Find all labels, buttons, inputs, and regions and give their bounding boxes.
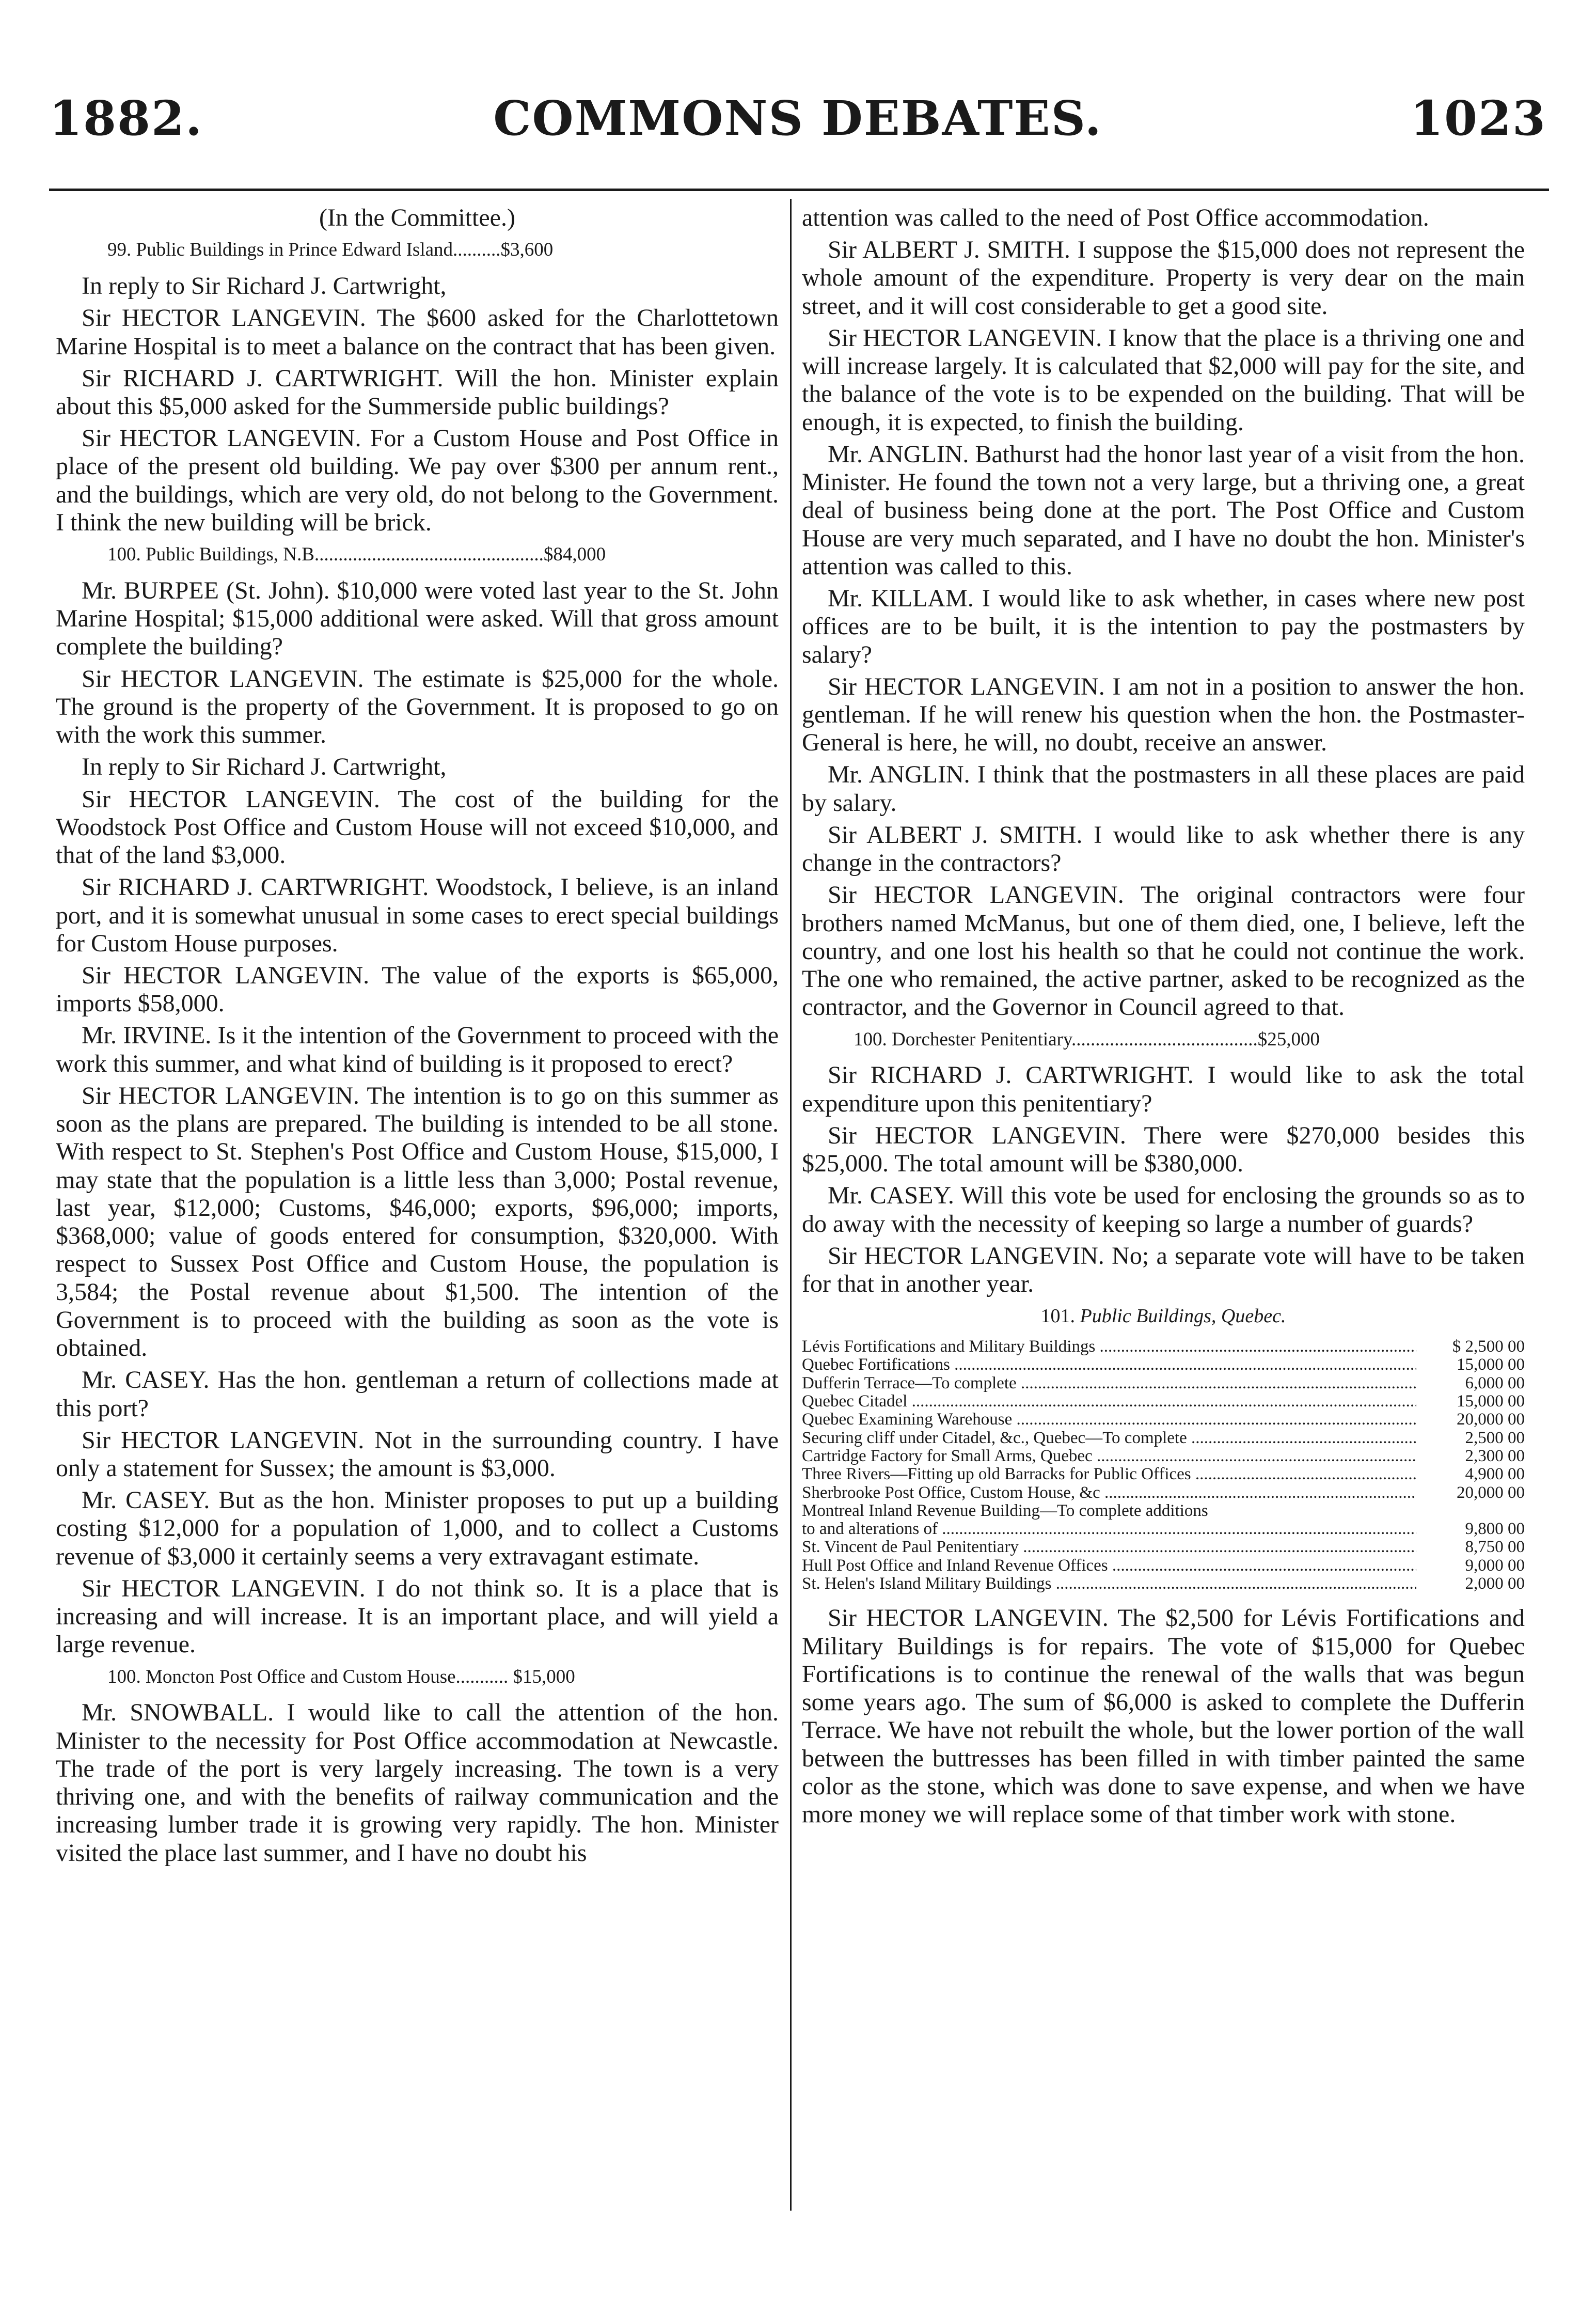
vote-row-label: Quebec Fortifications ..... — [802, 1356, 1416, 1374]
column-divider — [790, 199, 792, 2211]
vote-row — [802, 1557, 1525, 1575]
vote-row — [802, 1429, 1525, 1447]
vote-row-label: Quebec Citadel ..... — [802, 1392, 1416, 1411]
paragraph: Mr. CASEY. But as the hon. Minister proposes to put up a building costing $12,000 for a population of 1,000, and to collect a Customs revenue of $3,000 it certainly seems a very extravagant estimate. — [56, 1486, 779, 1570]
vote-101-heading — [802, 1305, 1525, 1327]
header-rule — [49, 189, 1549, 191]
header-year: 1882. — [49, 90, 203, 146]
vote-item-100-moncton: 100. Moncton Post Office and Custom House........... $15,000 — [107, 1666, 575, 1687]
vote-row-amount: 8,750 00 — [1465, 1538, 1525, 1557]
paragraph: Mr. ANGLIN. I think that the postmasters in all these places are paid by salary. — [802, 761, 1525, 817]
vote-101-table — [802, 1338, 1525, 1593]
vote-row — [802, 1465, 1525, 1483]
vote-row-label: Lévis Fortifications and Military Buildings ..... — [802, 1338, 1416, 1356]
vote-row — [802, 1338, 1525, 1356]
vote-row-label: Securing cliff under Citadel, &c., Quebec—To complete ..... — [802, 1429, 1416, 1447]
vote-row-amount: 15,000 00 — [1457, 1392, 1525, 1411]
paragraph: Sir HECTOR LANGEVIN. The estimate is $25,000 for the whole. The ground is the property of the Government. It is proposed to go on with the work this summer. — [56, 665, 779, 749]
paragraph: Mr. BURPEE (St. John). $10,000 were voted last year to the St. John Marine Hospital; $15,000 additional were asked. Will that gross amount complete the building? — [56, 576, 779, 661]
paragraph: Mr. IRVINE. Is it the intention of the Government to proceed with the work this summer, and what kind of building is it proposed to erect? — [56, 1022, 779, 1077]
vote-row — [802, 1411, 1525, 1429]
paragraph: Sir HECTOR LANGEVIN. The $600 asked for the Charlottetown Marine Hospital is to meet a balance on the contract that has been given. — [56, 304, 779, 360]
vote-row-amount: $ 2,500 00 — [1452, 1337, 1525, 1356]
paragraph: Sir RICHARD J. CARTWRIGHT. Woodstock, I believe, is an inland port, and it is somewhat unusual in some cases to erect special buildings for Custom House purposes. — [56, 873, 779, 957]
vote-row-label: Montreal Inland Revenue Building—To complete additions — [802, 1501, 1208, 1520]
vote-row-label: St. Vincent de Paul Penitentiary ..... — [802, 1538, 1416, 1556]
vote-row — [802, 1374, 1525, 1392]
paragraph: In reply to Sir Richard J. Cartwright, — [82, 753, 447, 781]
paragraph: Sir HECTOR LANGEVIN. The original contractors were four brothers named McManus, but one of them died, one, I believe, left the country, and one lost his health so that he could not continue the work. The one who remained, the active partner, asked to be recognized as the contractor, and the Governor in Council agreed to that. — [802, 881, 1525, 1021]
vote-101-number: 101. — [1040, 1305, 1076, 1327]
paragraph: Mr. CASEY. Has the hon. gentleman a return of collections made at this port? — [56, 1366, 779, 1422]
vote-row-amount: 20,000 00 — [1457, 1410, 1525, 1429]
vote-row — [802, 1520, 1525, 1538]
vote-row-label: Quebec Examining Warehouse ..... — [802, 1411, 1416, 1429]
vote-row-label: Dufferin Terrace—To complete ..... — [802, 1374, 1416, 1392]
paragraph: Mr. KILLAM. I would like to ask whether, in cases where new post offices are to be built, it is the intention to pay the postmasters by salary? — [802, 585, 1525, 668]
vote-row-amount: 2,000 00 — [1465, 1574, 1525, 1593]
paragraph: Sir ALBERT J. SMITH. I would like to ask whether there is any change in the contractors? — [802, 821, 1525, 877]
paragraph: Sir HECTOR LANGEVIN. The $2,500 for Lévis Fortifications and Military Buildings is for repairs. The vote of $15,000 for Quebec Fortifications is to continue the renewal of the walls that was begun some years ago. The sum of $6,000 is asked to complete the Dufferin Terrace. We have not rebuilt the whole, but the lower portion of the wall between the buttresses has been filled in with timber painted the same color as the stone, which was done to save expense, and when we have more money we will replace some of that timber work with stone. — [802, 1604, 1525, 1828]
vote-row — [802, 1538, 1525, 1556]
page-header — [49, 90, 1546, 163]
vote-row-label: to and alterations of ..... — [802, 1520, 1416, 1538]
paragraph: Sir HECTOR LANGEVIN. I am not in a position to answer the hon. gentleman. If he will renew his question when the hon. the Postmaster-General is here, he will, no doubt, receive an answer. — [802, 672, 1525, 757]
vote-row-amount: 6,000 00 — [1465, 1373, 1525, 1392]
vote-row-label: Hull Post Office and Inland Revenue Offices ..... — [802, 1557, 1416, 1575]
paragraph: In reply to Sir Richard J. Cartwright, — [82, 272, 447, 300]
vote-row-amount: 15,000 00 — [1457, 1355, 1525, 1374]
paragraph: Sir HECTOR LANGEVIN. No; a separate vote will have to be taken for that in another year. — [802, 1242, 1525, 1297]
vote-row-amount: 9,000 00 — [1465, 1556, 1525, 1575]
header-title: COMMONS DEBATES. — [493, 90, 1102, 146]
paragraph: Mr. CASEY. Will this vote be used for enclosing the grounds so as to do away with the necessity of keeping so large a number of guards? — [802, 1182, 1525, 1238]
vote-row-amount: 9,800 00 — [1465, 1520, 1525, 1539]
right-column — [802, 204, 1525, 1833]
vote-row-amount: 20,000 00 — [1457, 1483, 1525, 1502]
vote-row — [802, 1575, 1525, 1593]
paragraph-continued: attention was called to the need of Post Office accommodation. — [802, 204, 1429, 231]
vote-row — [802, 1356, 1525, 1374]
paragraph: Sir HECTOR LANGEVIN. The intention is to go on this summer as soon as the plans are prepared. The building is intended to be all stone. With respect to St. Stephen's Post Office and Custom House, $15,000, I may state that the population is a little less than 3,000; Postal revenue, last year, $12,000; Customs, $46,000; exports, $96,000; imports, $368,000; value of goods entered for consumption, $320,000. With respect to Sussex Post Office and Custom House, the population is 3,584; the Postal revenue about $1,500. The intention of the Government is to proceed with the building as soon as the vote is obtained. — [56, 1082, 779, 1362]
committee-note: (In the Committee.) — [319, 204, 515, 231]
vote-row-label: Three Rivers—Fitting up old Barracks for Public Offices ..... — [802, 1465, 1416, 1483]
vote-row-label: Sherbrooke Post Office, Custom House, &c ..... — [802, 1484, 1416, 1502]
vote-101-title: Public Buildings, Quebec. — [1080, 1305, 1286, 1327]
vote-row-label: St. Helen's Island Military Buildings ..... — [802, 1575, 1416, 1593]
vote-row-label: Cartridge Factory for Small Arms, Quebec ..... — [802, 1447, 1416, 1465]
paragraph: Sir RICHARD J. CARTWRIGHT. Will the hon. Minister explain about this $5,000 asked for the Summerside public buildings? — [56, 364, 779, 420]
vote-row-amount: 2,300 00 — [1465, 1446, 1525, 1465]
vote-item-99: 99. Public Buildings in Prince Edward Island..........$3,600 — [107, 239, 554, 261]
vote-item-100-dorchester: 100. Dorchester Penitentiary.......................................$25,000 — [854, 1028, 1320, 1050]
paragraph: Sir HECTOR LANGEVIN. There were $270,000 besides this $25,000. The total amount will be $380,000. — [802, 1121, 1525, 1178]
vote-row — [802, 1502, 1525, 1520]
paragraph: Sir HECTOR LANGEVIN. The value of the exports is $65,000, imports $58,000. — [56, 961, 779, 1018]
left-column — [56, 204, 779, 1871]
paragraph: Mr. ANGLIN. Bathurst had the honor last year of a visit from the hon. Minister. He found the town not a very large, but a thriving one, a great deal of business being done at the port. The Post Office and Custom House are very much separated, and I have no doubt the hon. Minister's attention was called to this. — [802, 440, 1525, 580]
paragraph: Sir HECTOR LANGEVIN. The cost of the building for the Woodstock Post Office and Custom House will not exceed $10,000, and that of the land $3,000. — [56, 785, 779, 869]
paragraph: Sir HECTOR LANGEVIN. Not in the surrounding country. I have only a statement for Sussex; the amount is $3,000. — [56, 1426, 779, 1482]
header-page-number: 1023 — [1410, 90, 1546, 146]
paragraph: Sir RICHARD J. CARTWRIGHT. I would like to ask the total expenditure upon this penitentiary? — [802, 1061, 1525, 1117]
vote-row-amount: 4,900 00 — [1465, 1465, 1525, 1484]
vote-row — [802, 1447, 1525, 1465]
paragraph: Sir HECTOR LANGEVIN. I know that the place is a thriving one and will increase largely. It is calculated that $2,000 will pay for the site, and the balance of the vote is to be expended on the building. That will be enough, it is expected, to finish the building. — [802, 324, 1525, 436]
vote-row-amount: 2,500 00 — [1465, 1428, 1525, 1447]
vote-row — [802, 1392, 1525, 1411]
paragraph: Sir ALBERT J. SMITH. I suppose the $15,000 does not represent the whole amount of the expenditure. Property is very dear on the main street, and it will cost considerable to get a good site. — [802, 236, 1525, 320]
paragraph: Sir HECTOR LANGEVIN. I do not think so. It is a place that is increasing and will increase. It is an important place, and will yield a large revenue. — [56, 1574, 779, 1658]
paragraph: Mr. SNOWBALL. I would like to call the attention of the hon. Minister to the necessity for Post Office accommodation at Newcastle. The trade of the port is very largely increasing. The town is a very thriving one, and with the benefits of railway communication and the increasing lumber trade it is growing very rapidly. The hon. Minister visited the place last summer, and I have no doubt his — [56, 1699, 779, 1867]
vote-item-100-nb: 100. Public Buildings, N.B................................................$84,000 — [107, 544, 606, 566]
paragraph: Sir HECTOR LANGEVIN. For a Custom House and Post Office in place of the present old building. We pay over $300 per annum rent., and the buildings, which are very old, do not belong to the Government. I think the new building will be brick. — [56, 425, 779, 536]
vote-row — [802, 1484, 1525, 1502]
